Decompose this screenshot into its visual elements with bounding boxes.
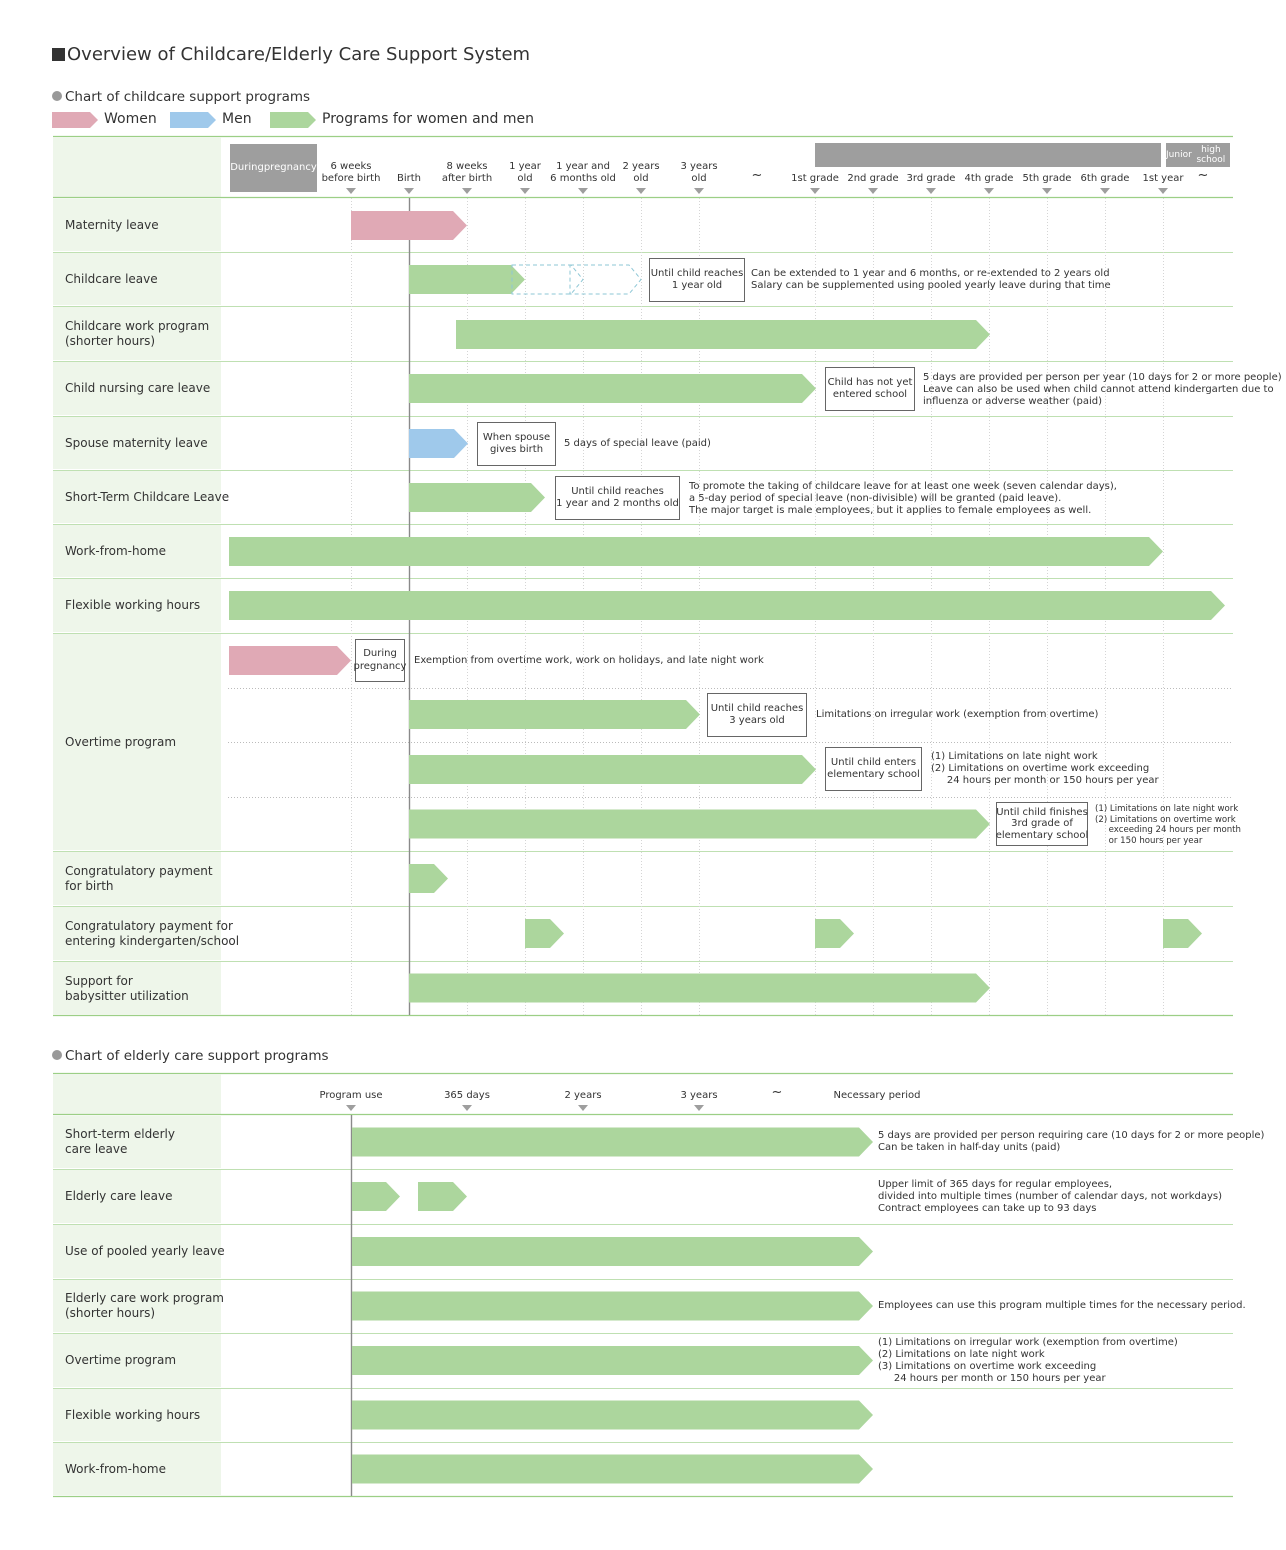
elderly-note <box>878 1179 1222 1215</box>
row-label-line: Flexible working hours <box>65 1407 201 1422</box>
babysitter-support-bar <box>409 974 990 1003</box>
tick-marker-icon <box>926 188 936 194</box>
elderly-note-line: Upper limit of 365 days for regular employees, <box>878 1178 1113 1190</box>
note-st-note-line: The major target is male employees, but it applies to female employees as well. <box>689 505 1092 516</box>
row-label <box>65 598 200 613</box>
note-cn-note-line: 5 days are provided per person per year (10 days for 2 or more people) <box>923 372 1282 383</box>
note-st-note-line: To promote the taking of childcare leave for at least one week (seven calendar days), <box>689 481 1117 492</box>
flexible-working-hours-bar <box>229 591 1225 620</box>
childcare-section-title-text: Chart of childcare support programs <box>65 89 311 105</box>
row-label <box>65 319 209 349</box>
row-label <box>65 490 229 505</box>
axis-tick-label-line: 1 year and <box>556 161 610 172</box>
elderly-note-line: 24 hours per month or 150 hours per year <box>878 1372 1106 1384</box>
axis-tick-label-line: before birth <box>321 173 381 184</box>
program-header-bg <box>53 1074 221 1114</box>
axis-tick-label <box>1023 173 1072 185</box>
axis-tick-label-line: 4th grade <box>964 173 1014 184</box>
row-label <box>65 1189 172 1204</box>
axis-tick-label-line: 1 year <box>509 161 541 172</box>
axis-tick-label-line: 5th grade <box>1022 173 1072 184</box>
elderly-program-bar <box>352 1292 873 1321</box>
elderly-care-leave-bar-1 <box>352 1182 400 1211</box>
callout-ot-preg <box>355 639 405 682</box>
axis-tick-label-line: ~ <box>751 168 763 183</box>
axis-tick-label-line: old <box>517 173 533 184</box>
junior-high-header-line: high school <box>1196 145 1226 165</box>
axis-tick-label <box>834 1090 921 1102</box>
row-label-line: babysitter utilization <box>65 988 189 1003</box>
callout-cn-school-line: Child has not yet <box>827 376 913 388</box>
axis-tick-label-line: 2nd grade <box>847 173 899 184</box>
kindergarten-payment-bar <box>525 919 564 948</box>
axis-tick-label <box>752 170 763 182</box>
row-label-line: Overtime program <box>65 1353 177 1367</box>
row-label-line: Congratulatory payment for <box>65 918 233 933</box>
axis-tick-label-line: Birth <box>396 173 422 184</box>
axis-tick-label-line: 2 years <box>564 1090 602 1101</box>
axis-tick-label-line: 1st grade <box>791 173 839 184</box>
axis-tick-label <box>1143 173 1184 185</box>
callout-ot-3yr-line: Until child reaches <box>710 702 804 714</box>
axis-tick-label <box>1081 173 1130 185</box>
elderly-program-bar <box>352 1346 873 1375</box>
note-ot-3rd-note-line: (1) Limitations on late night work <box>1095 804 1239 814</box>
axis-tick-label <box>322 161 381 185</box>
callout-cc-1yr-line: 1 year old <box>671 280 723 291</box>
callout-ot-3rd-line: Until child finishes <box>996 806 1088 818</box>
axis-tick-label-line: 3 years <box>680 1090 718 1101</box>
axis-tick-label-line: 6th grade <box>1080 173 1130 184</box>
work-from-home-bar <box>229 537 1163 566</box>
axis-tick-label-line: 2 years <box>622 161 660 172</box>
axis-tick-label-line: 3 years <box>680 161 718 172</box>
axis-tick-label <box>319 1090 382 1102</box>
note-cc-note-line: Salary can be supplemented using pooled yearly leave during that time <box>751 280 1111 291</box>
circle-bullet-icon <box>52 1050 62 1060</box>
short-term-childcare-bar <box>409 483 545 512</box>
legend-swatch-both <box>270 112 316 128</box>
during-pregnancy-header-line: pregnancy <box>263 162 317 173</box>
row-label-line: Flexible working hours <box>65 598 201 612</box>
callout-st-1y2m-line: 1 year and 2 months old <box>556 498 679 509</box>
axis-tick-label-line: ~ <box>771 1085 783 1100</box>
legend-swatch-women <box>52 112 98 128</box>
row-label-line: Short-term elderly <box>65 1127 175 1141</box>
row-label-line: Elderly care work program <box>65 1291 224 1305</box>
elderly-section-title <box>52 1048 329 1064</box>
note-ot-preg-note <box>414 655 764 667</box>
callout-cn-school-line: entered school <box>832 389 908 400</box>
overtime-pregnancy-bar <box>229 646 351 675</box>
axis-tick-label <box>680 1090 717 1102</box>
callout-ot-3yr-line: 3 years old <box>729 715 785 726</box>
callout-st-1y2m <box>555 476 680 520</box>
axis-tick-label-line: Program use <box>319 1090 383 1101</box>
callout-ot-3yr <box>707 693 807 737</box>
note-ot-elem-note-line: (1) Limitations on late night work <box>931 751 1098 762</box>
axis-tick-label-line: 365 days <box>444 1090 490 1101</box>
overtime-3yr-bar <box>409 700 700 729</box>
tick-marker-icon <box>1158 188 1168 194</box>
elderly-program-bar <box>352 1401 873 1430</box>
elderly-chart <box>53 1073 1265 1499</box>
note-cn-note <box>923 372 1282 408</box>
callout-cn-school <box>825 367 915 411</box>
note-st-note-line: a 5-day period of special leave (non-divisible) will be granted (paid leave). <box>689 493 1062 504</box>
row-label-line: Childcare leave <box>65 271 158 286</box>
axis-tick-label-line: 1st year <box>1142 173 1184 184</box>
axis-tick-label <box>847 173 898 185</box>
callout-text <box>711 703 804 728</box>
callout-ot-elem <box>825 747 922 791</box>
child-nursing-care-bar <box>409 374 816 403</box>
elderly-note-line: (3) Limitations on overtime work exceeding <box>878 1360 1097 1372</box>
elderly-program-bar <box>352 1455 873 1484</box>
row-label-line: for birth <box>65 878 114 893</box>
row-label-line: Work-from-home <box>65 543 166 558</box>
axis-tick-label-line: ~ <box>1197 168 1209 183</box>
axis-tick-label-line: 3rd grade <box>906 173 956 184</box>
row-label-line: (shorter hours) <box>65 333 156 348</box>
note-ot-3yr-note <box>816 709 1098 721</box>
row-label <box>65 1353 176 1368</box>
callout-text <box>996 807 1089 842</box>
elderly-note-line: divided into multiple times (number of calendar days, not workdays) <box>878 1190 1222 1202</box>
row-label <box>65 218 159 233</box>
elderly-note-line: (1) Limitations on irregular work (exemption from overtime) <box>878 1336 1178 1348</box>
row-label-line: Congratulatory payment <box>65 863 213 878</box>
callout-ot-elem-line: elementary school <box>827 769 920 780</box>
note-cn-note-line: influenza or adverse weather (paid) <box>923 396 1102 407</box>
callout-ot-preg-line: During <box>363 648 397 659</box>
axis-tick-label <box>772 1087 783 1099</box>
axis-tick-label-line: after birth <box>441 173 493 184</box>
note-ot-3yr-note-line: Limitations on irregular work (exemption from overtime) <box>816 709 1099 720</box>
tick-marker-icon <box>462 188 472 194</box>
axis-tick-label <box>397 173 421 185</box>
axis-tick-label <box>564 1090 601 1102</box>
row-label <box>65 1127 175 1157</box>
row-label-line: entering kindergarten/school <box>65 933 240 948</box>
legend-label-women: Women <box>104 111 157 127</box>
row-label <box>65 735 176 750</box>
page-title <box>52 44 530 65</box>
junior-high-header <box>1166 143 1230 167</box>
axis-tick-label <box>791 173 839 185</box>
callout-text <box>483 432 550 457</box>
note-ot-elem-note-line: (2) Limitations on overtime work exceeding <box>931 763 1150 774</box>
square-bullet-icon <box>52 48 65 61</box>
childcare-leave-extension-2 <box>570 265 641 294</box>
axis-tick-label <box>622 161 659 185</box>
note-sp-note-line: 5 days of special leave (paid) <box>564 438 711 449</box>
row-label-line: Elderly care leave <box>65 1189 173 1203</box>
junior-high-header-line: Junior <box>1166 150 1192 160</box>
tick-marker-icon <box>810 188 820 194</box>
note-ot-elem-note-line: 24 hours per month or 150 hours per year <box>931 775 1159 786</box>
row-label <box>65 436 208 451</box>
tick-marker-icon <box>578 1105 588 1111</box>
overtime-regular-bar <box>409 810 990 839</box>
row-label <box>65 1408 200 1423</box>
note-st-note <box>689 481 1117 517</box>
during-pregnancy-header <box>230 144 317 192</box>
callout-text <box>828 377 913 402</box>
note-cn-note-line: Leave can also be used when child cannot attend kindergarten due to <box>923 384 1274 395</box>
callout-sp-birth-line: When spouse <box>482 431 551 443</box>
callout-text <box>354 648 407 673</box>
axis-tick-label-line: old <box>691 173 707 184</box>
callout-ot-3rd-line: elementary school <box>995 829 1089 841</box>
tick-marker-icon <box>694 188 704 194</box>
row-label <box>65 864 213 894</box>
row-label <box>65 1462 166 1477</box>
elderly-section-title-text: Chart of elderly care support programs <box>65 1048 329 1064</box>
row-label-line: Short-Term Childcare Leave <box>65 489 230 504</box>
elderly-program-bar <box>352 1237 873 1266</box>
row-label-line: Childcare work program <box>65 318 210 333</box>
elementary-school-header <box>815 143 1161 167</box>
row-label-line: Support for <box>65 973 133 988</box>
callout-sp-birth <box>477 422 556 466</box>
maternity-leave-bar <box>351 211 467 240</box>
elderly-note <box>878 1130 1264 1154</box>
elementary-payment-bar <box>815 919 854 948</box>
legend-label-men: Men <box>222 111 252 127</box>
tick-marker-icon <box>520 188 530 194</box>
callout-text <box>556 486 679 511</box>
tick-marker-icon <box>578 188 588 194</box>
elderly-note-line: (2) Limitations on late night work <box>878 1348 1045 1360</box>
note-ot-elem-note <box>931 751 1159 787</box>
during-pregnancy-header-line: During <box>230 162 264 173</box>
row-label-line: Use of pooled yearly leave <box>65 1244 225 1258</box>
row-label-line: care leave <box>65 1142 128 1156</box>
childcare-chart <box>53 136 1282 1018</box>
axis-tick-label-line: 6 weeks <box>330 161 372 172</box>
tick-marker-icon <box>636 188 646 194</box>
axis-tick-label <box>680 161 717 185</box>
row-label <box>65 919 239 949</box>
tick-marker-icon <box>346 188 356 194</box>
note-ot-3rd-note <box>1095 804 1241 846</box>
axis-tick-label <box>550 161 616 185</box>
row-label <box>65 974 189 1004</box>
elderly-note <box>878 1300 1246 1312</box>
row-label <box>65 1291 224 1321</box>
junior-high-payment-bar <box>1163 919 1202 948</box>
axis-tick-label <box>1198 170 1209 182</box>
row-label-line: Work-from-home <box>65 1461 166 1476</box>
callout-text <box>651 268 744 293</box>
elderly-program-bar <box>352 1128 873 1157</box>
callout-cc-1yr <box>649 258 745 302</box>
tick-marker-icon <box>984 188 994 194</box>
elderly-care-leave-bar-2 <box>418 1182 467 1211</box>
row-label-line: Maternity leave <box>65 217 159 232</box>
tick-marker-icon <box>868 188 878 194</box>
callout-ot-3rd <box>996 802 1088 846</box>
legend-swatch-men <box>170 112 216 128</box>
axis-tick-label-line: 6 months old <box>550 173 616 184</box>
row-label <box>65 1244 225 1259</box>
childcare-leave-bar <box>409 265 525 294</box>
callout-ot-3rd-line: 3rd grade of <box>1011 818 1073 830</box>
legend-label-both: Programs for women and men <box>322 111 535 127</box>
program-header-bg <box>53 137 221 197</box>
birth-payment-bar <box>409 864 448 893</box>
note-sp-note <box>564 438 711 450</box>
tick-marker-icon <box>404 188 414 194</box>
circle-bullet-icon <box>52 91 62 101</box>
note-ot-3rd-note-line: or 150 hours per year <box>1095 835 1203 846</box>
elderly-note-line: Employees can use this program multiple times for the necessary period. <box>878 1300 1246 1311</box>
callout-text <box>827 757 920 782</box>
tick-marker-icon <box>346 1105 356 1111</box>
childcare-section-title <box>52 89 310 105</box>
row-label <box>65 272 158 287</box>
row-label-line: (shorter hours) <box>65 1306 156 1320</box>
note-ot-3rd-note-line: (2) Limitations on overtime work <box>1095 814 1236 825</box>
axis-tick-label <box>965 173 1014 185</box>
axis-tick-label-line: old <box>633 173 649 184</box>
callout-cc-1yr-line: Until child reaches <box>650 267 744 279</box>
row-label-line: Spouse maternity leave <box>65 435 208 450</box>
tick-marker-icon <box>462 1105 472 1111</box>
note-cc-note-line: Can be extended to 1 year and 6 months, or re-extended to 2 years old <box>751 268 1110 279</box>
note-ot-preg-note-line: Exemption from overtime work, work on holidays, and late night work <box>414 655 764 666</box>
note-ot-3rd-note-line: exceeding 24 hours per month <box>1095 825 1241 836</box>
callout-ot-elem-line: Until child enters <box>830 756 917 768</box>
tick-marker-icon <box>1042 188 1052 194</box>
row-label <box>65 381 210 396</box>
callout-ot-preg-line: pregnancy <box>353 660 407 672</box>
childcare-work-program-bar <box>456 320 990 349</box>
row-label-line: Overtime program <box>65 734 177 749</box>
row-label-line: Child nursing care leave <box>65 381 211 395</box>
axis-tick-label <box>907 173 956 185</box>
axis-tick-label <box>442 161 492 185</box>
tick-marker-icon <box>1100 188 1110 194</box>
axis-tick-label-line: Necessary period <box>833 1090 921 1101</box>
elderly-note <box>878 1337 1178 1385</box>
tick-marker-icon <box>694 1105 704 1111</box>
spouse-maternity-leave-bar <box>409 429 468 458</box>
note-cc-note <box>751 268 1111 292</box>
callout-st-1y2m-line: Until child reaches <box>571 485 664 497</box>
callout-sp-birth-line: gives birth <box>489 444 544 455</box>
overtime-contract-bar <box>409 755 816 784</box>
axis-tick-label <box>444 1090 490 1102</box>
elderly-note-line: Contract employees can take up to 93 days <box>878 1202 1097 1214</box>
page-title-text: Overview of Childcare/Elderly Care Support System <box>67 44 531 65</box>
row-label <box>65 544 166 559</box>
axis-tick-label-line: 8 weeks <box>446 161 488 172</box>
elderly-note-line: 5 days are provided per person requiring care (10 days for 2 or more people) <box>878 1130 1265 1141</box>
elderly-note-line: Can be taken in half-day units (paid) <box>878 1142 1061 1153</box>
axis-tick-label <box>509 161 541 185</box>
